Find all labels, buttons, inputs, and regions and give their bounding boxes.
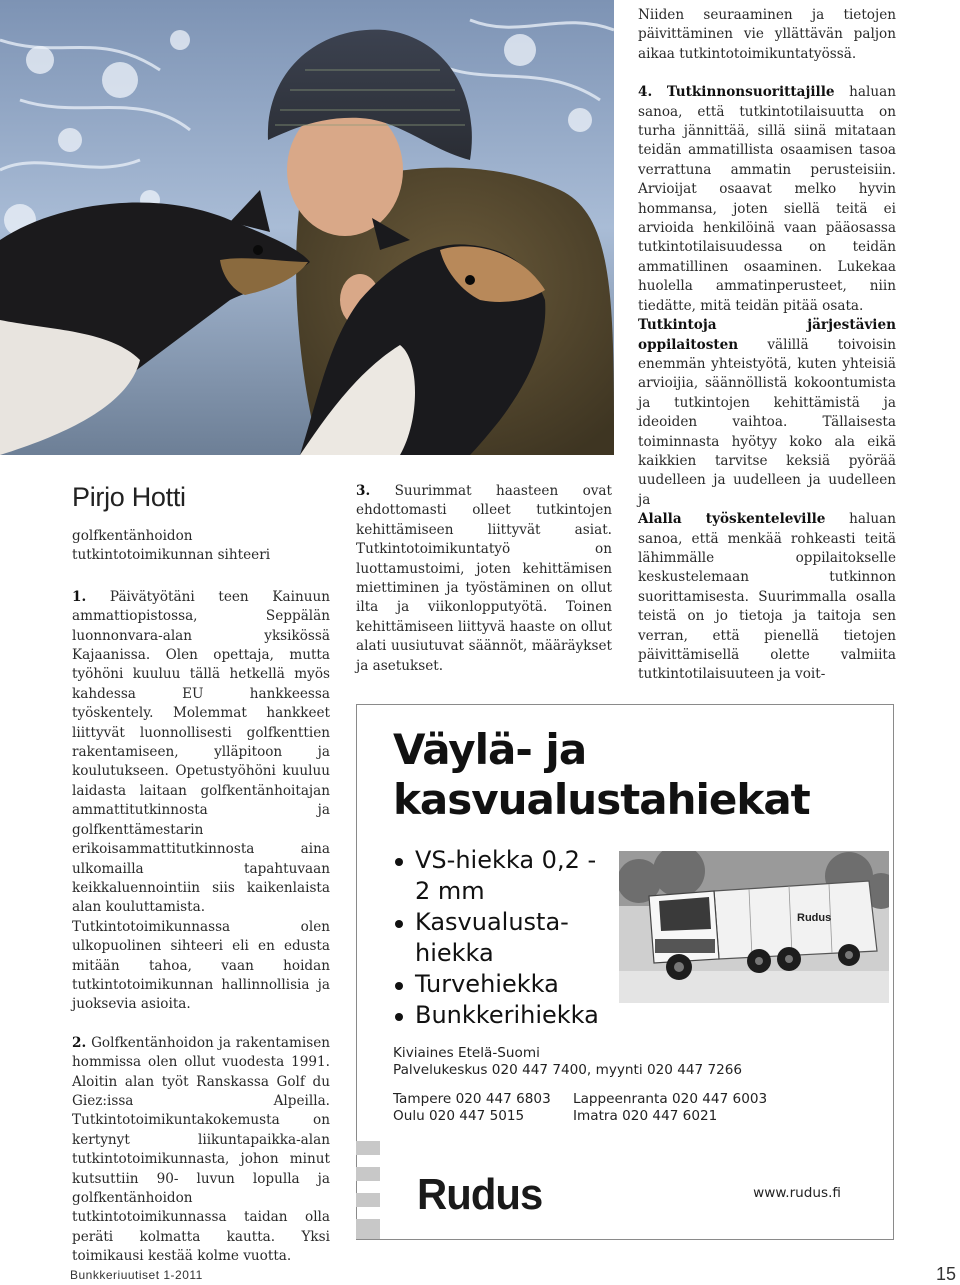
publication-name: Bunkkeriuutiset 1-2011 (70, 1268, 203, 1282)
answer-1 (72, 588, 330, 918)
product-item: VS-hiekka 0,2 - 2 mm (393, 845, 599, 907)
ad-title-line-2: kasvualustahiekat (393, 775, 810, 824)
rudus-logo: Rudus (417, 1170, 543, 1219)
alalla-bold: Alalla työskenteleville (638, 511, 826, 528)
office-row (393, 1091, 767, 1108)
product-item: Turvehiekka (393, 969, 599, 1000)
product-list (393, 845, 599, 1031)
service-phones: Palvelukeskus 020 447 7400, myynti 020 447 7266 (393, 1062, 743, 1078)
bullet-icon (395, 1013, 403, 1021)
office-phone: Tampere 020 447 6803 (393, 1091, 551, 1107)
answer-2-text: Golfkentänhoidon ja rakentamisen hommissa olen ollut vuodesta 1991. Aloitin alan työt Ranskassa Golf du Giez:issa Alpeilla. Tutkintotoimikuntakokemusta on kertynyt liikuntapaikka-alan tutkintotoimikunnasta, johon minut kutsuttiin 90- luvun lopulla ja golfkentänhoidon tutkintotoimikunnassa taidan olla peräti kolmatta kautta. Yksi toimikausi kestää kolme vuotta. (72, 1034, 331, 1265)
office-phone: Imatra 020 447 6021 (573, 1108, 718, 1124)
truck-icon (619, 851, 889, 1003)
answer-1-paragraph-2: Tutkintotoimikunnassa olen ulkopuolinen sihteeri eli en edusta mitään tahoa, vaan hoidan tutkintotoimikunnan hallinnollisia ja juoksevia asioita. (72, 918, 330, 1013)
author-role: golfkentänhoidon tutkintotoimikunnan sihteeri (72, 528, 271, 564)
ad-url-link[interactable]: www.rudus.fi (753, 1185, 841, 1201)
answer-2 (72, 1034, 330, 1267)
office-phone: Lappeenranta 020 447 6003 (573, 1091, 768, 1107)
bullet-icon (395, 982, 403, 990)
bullet-icon (395, 920, 403, 928)
product-item: Kasvualusta- hiekka (393, 907, 599, 969)
truck-photo (619, 851, 889, 1003)
alalla-text: haluan sanoa, että menkää rohkeasti teitä lähimmälle oppilaitokselle keskustelemaan tutkinnon suorittamisesta. Suurimmalla osalla teistä on jo tietoja ja taitoja sen verran, että pienellä tietojen päivittämisellä olette valmiita tutkintotilaisuuteen ja voit- (638, 511, 896, 683)
stripe-decoration-icon (356, 1141, 380, 1239)
office-list (393, 1091, 767, 1125)
rudus-advertisement[interactable] (356, 704, 894, 1240)
answer-3 (356, 482, 612, 676)
answer-4-bold: Tutkinnonsuorittajille (666, 84, 835, 101)
woman-with-two-dogs-photo (0, 0, 614, 455)
continued-paragraph: Niiden seuraaminen ja tietojen päivittäminen vie yllättävän paljon aikaa tutkintotoimikuntatyössä. (638, 7, 896, 62)
product-item: Bunkkerihiekka (393, 1000, 599, 1031)
oppilaitokset-paragraph (638, 316, 896, 510)
bullet-icon (395, 858, 403, 866)
answer-3-text: Suurimmat haasteen ovat ehdottomasti olleet tutkintojen kehittämiseen liittyvät asiat. Tutkintotoimikuntatyö on luottamustoimi, joten kehittämisen miettiminen ja työstäminen on ollut ilta ja viikonlopputyötä. Toinen kehittämiseen liittyvä haaste on ollut alati uusiutuvat säännöt, määräykset ja asetukset. (356, 483, 612, 674)
office-row (393, 1108, 767, 1125)
oppilaitokset-text: välillä toivoisin enemmän yhteistyötä, kuten yhteisiä arvioijia, säännöllistä kokoontumista ja tutkintojen kehittämistä ja ideoiden vaihtoa. Tällaisesta toiminnasta hyötyy koko ala eikä kaikkien tarvitse keksiä pyörää uudelleen ja uudelleen ja uudelleen ja (638, 336, 897, 508)
answer-4-text: haluan sanoa, että tutkintotilaisuutta on turha jännittää, sillä siinä mitataan teidän ammatillista osaamisen tasoa verrattuna ammatin perusteisiin. Arvioijat osaavat melko hyvin hommansa, joten siellä teitä ei arvioida henkilöinä vaan pääosassa tutkintotilaisuudessa on teidän ammatillinen osaaminen. Lukekaa huolella ammatinperusteet, niin tiedätte, mitä teidän pitää osata. (638, 84, 896, 314)
page-number: 15 (935, 1264, 956, 1284)
answer-4 (638, 83, 896, 316)
svg-text:Rudus: Rudus (797, 912, 832, 924)
answer-3-number: 3. (356, 483, 371, 499)
answer-4-number: 4. (638, 84, 653, 101)
oppilaitokset-bold: Tutkintoja järjestävien oppilaitosten (638, 317, 896, 353)
answer-1-number: 1. (72, 588, 87, 605)
company-name: Kiviaines Etelä-Suomi (393, 1045, 540, 1061)
author-name: Pirjo Hotti (72, 482, 186, 512)
ad-title (393, 725, 810, 825)
ad-contact (393, 1045, 742, 1079)
answer-2-number: 2. (72, 1034, 87, 1051)
ad-title-line-1: Väylä- ja (393, 725, 587, 774)
alalla-paragraph (638, 510, 896, 685)
middle-column (356, 482, 612, 676)
answer-1-text: Päivätyötäni teen Kainuun ammattiopistossa, Seppälän luonnonvara-alan yksikössä Kajaanissa. Olen opettaja, mutta työhöni kuuluu tällä hetkellä myös kahdessa EU hankkeessa työskentely. Molemmat hankkeet liittyvät luonnollisesti golfkenttien rakentamiseen, ylläpitoon ja koulutukseen. Opetustyöhöni kuuluu laidasta laitaan golfkentänhoitajan ammattitutkinnosta ja golfkenttämestarin erikoisammattitutkinnosta aina ulkomailla tapahtuvaan keikkaluennointiin siis kaikenlaista alan kouluttamista. (72, 588, 330, 916)
feature-photo (0, 0, 614, 455)
left-column (72, 482, 330, 1267)
office-phone: Oulu 020 447 5015 (393, 1108, 525, 1124)
right-column (638, 6, 896, 685)
